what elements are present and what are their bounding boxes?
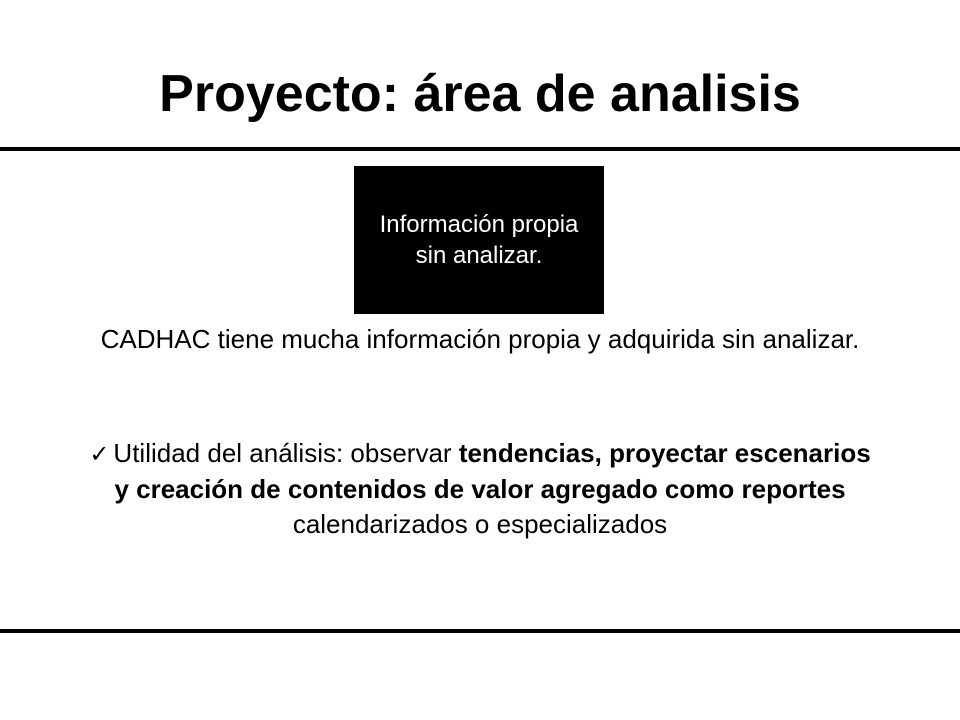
bottom-divider — [0, 629, 960, 633]
intro-paragraph: CADHAC tiene mucha información propia y adquirida sin analizar. — [100, 324, 860, 354]
checkmark-icon: ✓ — [89, 441, 110, 468]
callout-text: Información propia sin analizar. — [379, 211, 579, 269]
bullet-tail-text: calendarizados o especializados — [292, 509, 668, 539]
callout-box — [354, 166, 604, 314]
slide-title: Proyecto: área de analisis — [159, 65, 801, 123]
bullet-item — [80, 436, 880, 542]
bullet-lead-text: Utilidad del análisis: observar — [113, 438, 459, 468]
top-divider — [0, 147, 960, 151]
bullet-bold-text: tendencias, proyectar escenarios y creación de contenidos de valor agregado como reportes — [114, 438, 871, 504]
